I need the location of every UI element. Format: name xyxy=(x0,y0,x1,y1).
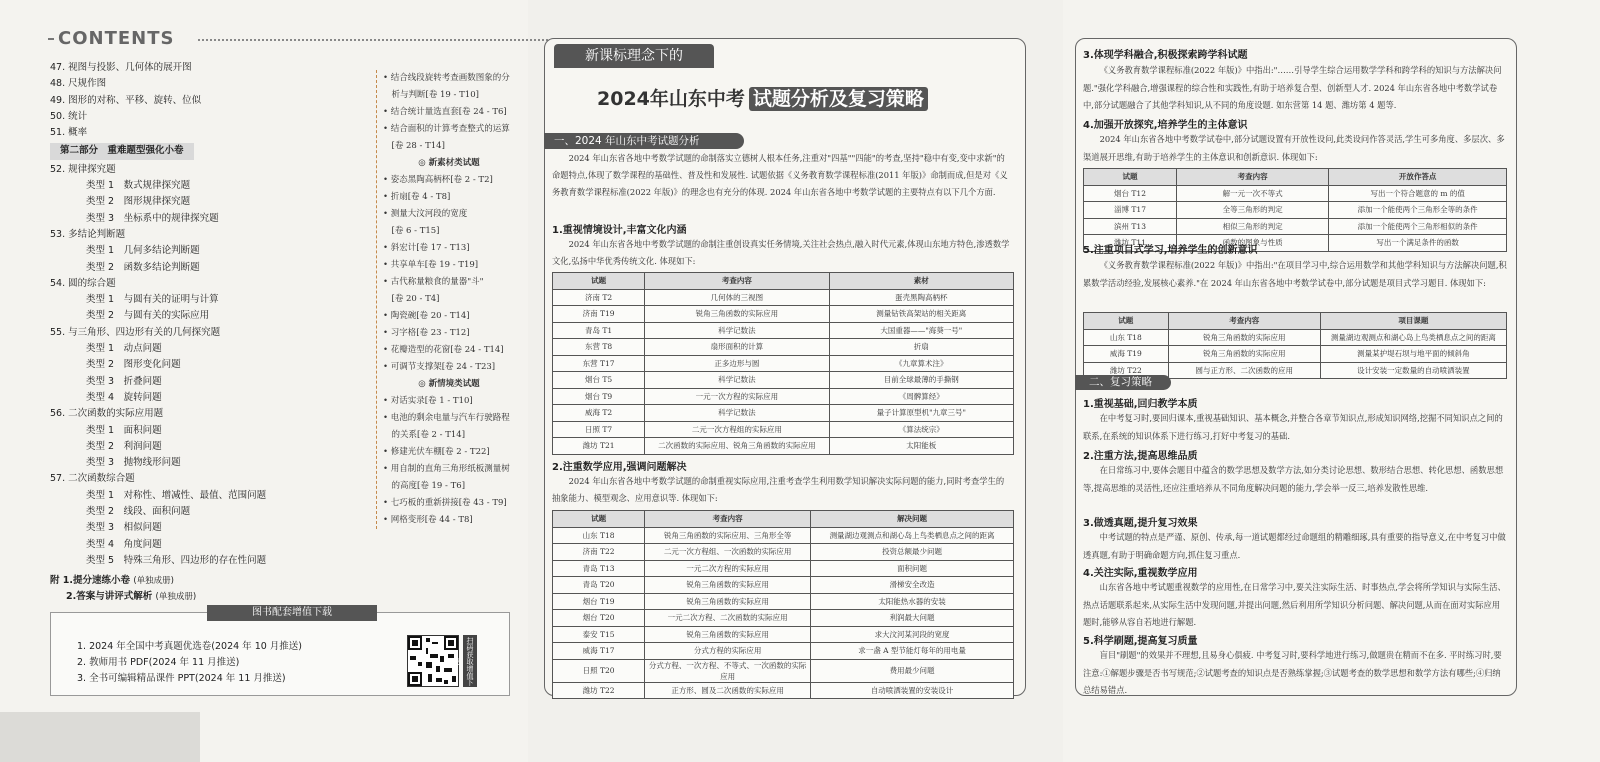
table-cell: 东营 T8 xyxy=(553,339,645,356)
table-cell: 济南 T22 xyxy=(553,544,645,561)
appendix-list xyxy=(50,573,470,606)
table-row xyxy=(1084,329,1507,346)
toc-subitem[interactable]: 类型 1 与圆有关的证明与计算 xyxy=(86,294,219,306)
side-note-item: [卷 20 - T4] xyxy=(383,294,440,304)
table-cell: 东营 T17 xyxy=(553,355,645,372)
review-heading-2: 2.注重方法,提高思维品质 xyxy=(1083,451,1198,462)
table-row xyxy=(553,438,1014,455)
section-band: 一、2024 年山东中考试题分析 xyxy=(544,133,744,149)
contents-title: CONTENTS xyxy=(58,28,175,49)
paragraph-3: 《义务教育数学课程标准(2022 年版)》中指出:"……引导学生综合运用数学学科和跨学科的知识与方法解决问题."强化学科融合,增强课程的综合性和实践性,有助于培养复合型、创新型人才. 2024 年山东省各地中考数学试卷中,部分试题融合了其他学科知识,从不同的角度设题. 如东营第 14 题、潍坊第 4 题等. xyxy=(1083,65,1502,110)
toc-subitem[interactable]: 类型 2 图形变化问题 xyxy=(86,359,181,371)
side-note-item: • 测量大汶河段的宽度 xyxy=(383,209,468,219)
table-row xyxy=(1084,218,1507,235)
table-cell: 分式方程的实际应用 xyxy=(645,643,811,660)
toc-subitem[interactable]: 类型 3 坐标系中的规律探究题 xyxy=(86,212,219,224)
contents-header xyxy=(48,28,528,48)
side-note-item: • 网格变形[卷 44 - T8] xyxy=(383,515,473,525)
table-cell: 烟台 T12 xyxy=(1084,185,1177,202)
table-cell: 青岛 T1 xyxy=(553,322,645,339)
table-cell: 济南 T2 xyxy=(553,289,645,306)
toc-section[interactable]: 55. 与三角形、四边形有关的几何探究题 xyxy=(50,326,221,338)
toc-subitem[interactable]: 类型 1 几何多结论判断题 xyxy=(86,245,200,257)
column-header: 试题 xyxy=(1084,313,1169,330)
review-paragraph-3: 中考试题的特点是严谨、原创、传承,每一道试题都经过命题组的精雕细琢,具有重要的指导意义,在中考复习中做透真题,有助于明确命题方向,抓住复习重点. xyxy=(1083,532,1506,560)
toc-section[interactable]: 54. 圆的综合题 xyxy=(50,277,116,289)
side-note-item: • 陶瓷碗[卷 20 - T14] xyxy=(383,311,470,321)
table-cell: 量子计算原型机"九章三号" xyxy=(829,405,1013,422)
toc-subitem[interactable]: 类型 4 角度问题 xyxy=(86,538,162,550)
table-cell: 济南 T19 xyxy=(553,306,645,323)
table-cell: 锐角三角函数的实际应用 xyxy=(645,593,811,610)
scan-shadow xyxy=(0,712,200,762)
toc-section[interactable]: 53. 多结论判断题 xyxy=(50,228,126,240)
side-note-item: • 斜宏计[卷 17 - T13] xyxy=(383,243,470,253)
table-cell: 潍坊 T21 xyxy=(553,438,645,455)
table-cell: 分式方程、一次方程、不等式、一次函数的实际应用 xyxy=(645,659,811,682)
heading-4: 4.加强开放探究,培养学生的主体意识 xyxy=(1083,120,1248,131)
table-row xyxy=(553,405,1014,422)
table-cell: 烟台 T20 xyxy=(553,610,645,627)
side-note-item: • 花瓣造型的花窗[卷 24 - T14] xyxy=(383,345,504,355)
toc-part-header: 第二部分 重难题型强化小卷 xyxy=(50,143,194,159)
paragraph-4: 2024 年山东省各地中考数学试卷中,部分试题设置有开放性设问,此类设问作答灵活,学生可多角度、多层次、多渠道展开思维,有助于培养学生的主体意识和创新意识. 体现如下: xyxy=(1083,134,1505,162)
table-cell: 利润最大问题 xyxy=(811,610,1014,627)
table-cell: 山东 T18 xyxy=(553,527,645,544)
table-cell: 滑梯安全改造 xyxy=(811,577,1014,594)
heading-1: 1.重视情境设计,丰富文化内涵 xyxy=(552,225,687,236)
table-cell: 扇形面积的计算 xyxy=(645,339,829,356)
toc-section[interactable]: 49. 图形的对称、平移、旋转、位似 xyxy=(50,94,202,106)
table-cell: 潍坊 T11 xyxy=(1084,235,1177,252)
table-cell: 二元一次方程组的实际应用 xyxy=(645,421,829,438)
table-header-row xyxy=(1084,169,1507,186)
table-row xyxy=(553,560,1014,577)
table-cell: 写出一个符合题意的 m 的值 xyxy=(1329,185,1507,202)
table-cell: 全等三角形的判定 xyxy=(1177,202,1329,219)
section-band-2: 二、复习策略 xyxy=(1075,375,1171,390)
toc-subitem[interactable]: 类型 2 图形规律探究题 xyxy=(86,196,191,208)
table-row xyxy=(1084,185,1507,202)
side-note-heading: ◎ 新情境类试题 xyxy=(418,379,480,389)
table-row xyxy=(553,388,1014,405)
table-cell: 正方形、圆及二次函数的实际应用 xyxy=(645,682,811,699)
table-cell: 函数的图象与性质 xyxy=(1177,235,1329,252)
table-row xyxy=(553,610,1014,627)
column-header: 考查内容 xyxy=(1168,313,1320,330)
review-heading-1: 1.重视基础,回归教学本质 xyxy=(1083,399,1198,410)
table-cell: 一元二次方程、二次函数的实际应用 xyxy=(645,610,811,627)
toc-subitem[interactable]: 类型 2 线段、面积问题 xyxy=(86,506,191,518)
toc-subitem[interactable]: 类型 3 相似问题 xyxy=(86,522,162,534)
middle-title: 2024年山东中考 试题分析及复习策略 xyxy=(597,84,928,111)
table-row xyxy=(553,322,1014,339)
column-header: 开放作答点 xyxy=(1329,169,1507,186)
side-note-item: • 结合统计量选直套[卷 24 - T6] xyxy=(383,107,507,117)
table-row xyxy=(1084,202,1507,219)
bonus-download-box xyxy=(50,607,510,696)
side-note-item: • 对话实录[卷 1 - T10] xyxy=(383,396,473,406)
toc-subitem[interactable]: 类型 1 面积问题 xyxy=(86,424,162,436)
table-cell: 添加一个能使两个三角形全等的条件 xyxy=(1329,202,1507,219)
table-row xyxy=(553,306,1014,323)
review-paragraph-1: 在中考复习时,要回归课本,重视基础知识、基本概念,并整合各章节知识点,形成知识网络,挖掘不同知识点之间的联系,在系统的知识体系下进行练习,打好中考复习的基础. xyxy=(1083,413,1503,441)
table-header-row xyxy=(553,273,1014,290)
side-note-item: 的关系[卷 2 - T14] xyxy=(383,430,466,440)
table-row xyxy=(553,355,1014,372)
table-cell: 青岛 T20 xyxy=(553,577,645,594)
side-note-item: 的高度[卷 19 - T6] xyxy=(383,481,466,491)
table-cell: 《九章算术注》 xyxy=(829,355,1013,372)
table-cell: 锐角三角函数的实际应用 xyxy=(645,306,829,323)
table-cell: 面积问题 xyxy=(811,560,1014,577)
table-cell: 《周髀算经》 xyxy=(829,388,1013,405)
side-note-heading: ◎ 新素材类试题 xyxy=(418,158,480,168)
review-paragraph-5: 盲目"刷题"的效果并不理想,且易身心俱疲. 中考复习时,要科学地进行练习,做题贵在精而不在多. 平时练习时,要注意:①解题步骤是否书写规范;②试题考查的知识点是否熟练掌握;③试题考查的数学思想和数学方法有哪些;④归纳总结易错点. xyxy=(1083,650,1502,695)
side-note-item: • 折扇[卷 4 - T8] xyxy=(383,192,451,202)
table-cell: 蛋壳黑陶高柄杯 xyxy=(829,289,1013,306)
toc-section[interactable]: 47. 视图与投影、几何体的展开图 xyxy=(50,62,192,73)
table-cell: 一元二次方程的实际应用 xyxy=(645,560,811,577)
table-cell: 青岛 T13 xyxy=(553,560,645,577)
side-note-item: • 用自制的直角三角形纸板测量树 xyxy=(383,464,510,474)
table-cell: 一元一次方程的实际应用 xyxy=(645,388,829,405)
table-cell: 潍坊 T22 xyxy=(553,682,645,699)
table-row xyxy=(553,527,1014,544)
column-header: 试题 xyxy=(553,511,645,528)
bonus-header: 图书配套增值下载 xyxy=(207,605,377,621)
column-header: 试题 xyxy=(553,273,645,290)
side-notes xyxy=(376,70,515,529)
table-of-contents xyxy=(50,60,370,569)
toc-subitem[interactable]: 类型 1 对称性、增减性、最值、范围问题 xyxy=(86,489,267,501)
table-cell: 写出一个满足条件的函数 xyxy=(1329,235,1507,252)
toc-section[interactable]: 52. 规律探究题 xyxy=(50,163,116,175)
table-row xyxy=(553,289,1014,306)
paragraph-2: 2024 年山东省各地中考数学试题的命制重视实际应用,注重考查学生利用数学知识解决实际问题的能力,同时考查学生的抽象能力、模型观念、应用意识等. 体现如下: xyxy=(552,476,1005,503)
column-header: 考查内容 xyxy=(645,273,829,290)
side-note-item: • 共享单车[卷 19 - T19] xyxy=(383,260,479,270)
table-cell: 威海 T19 xyxy=(1084,346,1169,363)
table-cell: 日照 T7 xyxy=(553,421,645,438)
table-cell: 相似三角形的判定 xyxy=(1177,218,1329,235)
column-header: 素材 xyxy=(829,273,1013,290)
table-cell: 《算法统宗》 xyxy=(829,421,1013,438)
table-cell: 科学记数法 xyxy=(645,372,829,389)
table-cell: 烟台 T5 xyxy=(553,372,645,389)
table-cell: 锐角三角函数的实际应用 xyxy=(1168,346,1320,363)
table-cell: 烟台 T19 xyxy=(553,593,645,610)
table-row xyxy=(553,643,1014,660)
side-note-item: • 习字格[卷 23 - T12] xyxy=(383,328,470,338)
toc-section[interactable]: 57. 二次函数综合题 xyxy=(50,473,135,485)
toc-subitem[interactable]: 类型 1 数式规律探究题 xyxy=(86,180,191,192)
table-cell: 求大汶河某河段的宽度 xyxy=(811,626,1014,643)
side-note-item: • 古代称量粮食的量器"斗" xyxy=(383,277,484,287)
table-cell: 滨州 T13 xyxy=(1084,218,1177,235)
table-cell: 圆与正方形、二次函数的应用 xyxy=(1168,362,1320,379)
toc-subitem[interactable]: 类型 2 函数多结论判断题 xyxy=(86,261,200,273)
table-cell: 威海 T2 xyxy=(553,405,645,422)
toc-section[interactable]: 56. 二次函数的实际应用题 xyxy=(50,408,164,420)
table-cell: 二元一次方程组、一次函数的实际应用 xyxy=(645,544,811,561)
table-cell: 费用最少问题 xyxy=(811,659,1014,682)
table-cell: 太阳能热水器的安装 xyxy=(811,593,1014,610)
table-row xyxy=(553,659,1014,682)
table-cell: 求一盏 A 型节能灯每年的用电量 xyxy=(811,643,1014,660)
review-heading-5: 5.科学刷题,提高复习质量 xyxy=(1083,636,1198,647)
column-header: 解决问题 xyxy=(811,511,1014,528)
table-row xyxy=(553,626,1014,643)
table-cell: 正多边形与圆 xyxy=(645,355,829,372)
table-cell: 自动喷洒装置的安装设计 xyxy=(811,682,1014,699)
table-row xyxy=(553,577,1014,594)
side-note-item: • 可调节支撑架[卷 24 - T23] xyxy=(383,362,496,372)
side-note-item: 析与判断[卷 19 - T10] xyxy=(383,90,479,100)
table-header-row xyxy=(553,511,1014,528)
table-row xyxy=(553,372,1014,389)
table-cell: 解一元一次不等式 xyxy=(1177,185,1329,202)
column-header: 试题 xyxy=(1084,169,1177,186)
table-cell: 锐角三角函数的实际应用 xyxy=(645,626,811,643)
table-row xyxy=(1084,346,1507,363)
table-cell: 太阳能板 xyxy=(829,438,1013,455)
table-cell: 测量湖边观测点和湖心岛上鸟类栖息点之间的距离 xyxy=(1320,329,1506,346)
toc-subitem[interactable]: 类型 3 折叠问题 xyxy=(86,375,162,387)
paragraph-5: 《义务教育数学课程标准(2022 年版)》中指出:"在项目学习中,综合运用数学和其他学科知识与方法解决问题,积累数学活动经验,发展核心素养."在 2024 年山东省各地中考数学试卷中,部分试题是项目式学习题目. 体现如下: xyxy=(1083,260,1507,288)
side-note-item: [卷 6 - T15] xyxy=(383,226,440,236)
review-heading-4: 4.关注实际,重视数学应用 xyxy=(1083,568,1198,579)
table-cell: 淄博 T17 xyxy=(1084,202,1177,219)
table-cell: 设计安装一定数量的自动喷洒装置 xyxy=(1320,362,1506,379)
table-open xyxy=(1083,168,1507,252)
table-cell: 测量湖边观测点和湖心岛上鸟类栖息点之间的距离 xyxy=(811,527,1014,544)
toc-subitem[interactable]: 类型 5 特殊三角形、四边形的存在性问题 xyxy=(86,554,267,566)
table-cell: 锐角三角函数的实际应用 xyxy=(1168,329,1320,346)
bonus-items xyxy=(77,639,302,687)
column-header: 项目课题 xyxy=(1320,313,1506,330)
toc-subitem[interactable]: 类型 3 抛物线形问题 xyxy=(86,457,181,469)
side-note-item: [卷 28 - T14] xyxy=(383,141,445,151)
column-header: 考查内容 xyxy=(645,511,811,528)
bonus-item[interactable]: 3. 全书可编辑精品课件 PPT(2024 年 11 月推送) xyxy=(77,673,286,684)
table-row xyxy=(553,544,1014,561)
table-cell: 威海 T17 xyxy=(553,643,645,660)
appendix-item[interactable]: 2.答案与讲评式解析 (单独成册) xyxy=(66,591,197,603)
middle-tab: 新课标理念下的 xyxy=(554,44,714,68)
heading-3: 3.体现学科融合,积极探索跨学科试题 xyxy=(1083,50,1248,61)
table-cell: 科学记数法 xyxy=(645,405,829,422)
table-cell: 二次函数的实际应用、锐角三角函数的实际应用 xyxy=(645,438,829,455)
column-header: 考查内容 xyxy=(1177,169,1329,186)
toc-subitem[interactable]: 类型 2 与圆有关的实际应用 xyxy=(86,310,210,322)
review-paragraph-2: 在日常练习中,要体会题目中蕴含的数学思想及数学方法,如分类讨论思想、数形结合思想、转化思想、函数思想等,提高思维的灵活性,还应注重培养从不同角度解决问题的能力,学会举一反三,培养发散性思维. xyxy=(1083,465,1504,493)
table-cell: 锐角三角函数的实际应用 xyxy=(645,577,811,594)
table-cell: 目前全球最薄的手撕钢 xyxy=(829,372,1013,389)
heading-2: 2.注重数学应用,强调问题解决 xyxy=(552,462,687,473)
toc-section[interactable]: 51. 概率 xyxy=(50,127,88,139)
review-heading-3: 3.做透真题,提升复习效果 xyxy=(1083,518,1198,529)
toc-subitem[interactable]: 类型 4 旋转问题 xyxy=(86,391,162,403)
qr-note: 扫码获取增值下载 xyxy=(463,635,477,687)
side-note-item: • 修建光伏车棚[卷 2 - T22] xyxy=(383,447,490,457)
table-cell: 日照 T20 xyxy=(553,659,645,682)
side-note-item: • 电池的剩余电量与汽车行驶路程 xyxy=(383,413,510,423)
table-cell: 折扇 xyxy=(829,339,1013,356)
table-cell: 几何体的三视图 xyxy=(645,289,829,306)
table-cell: 大国重器——"海葵一号" xyxy=(829,322,1013,339)
table-cell: 锐角三角函数的实际应用、三角形全等 xyxy=(645,527,811,544)
table-cell: 投资总额最少问题 xyxy=(811,544,1014,561)
appendix-item[interactable]: 附 1.提分速练小卷 (单独成册) xyxy=(50,575,174,586)
table-row xyxy=(553,682,1014,699)
table-cell: 添加一个能使两个三角形相似的条件 xyxy=(1329,218,1507,235)
table-project xyxy=(1083,312,1507,379)
table-row xyxy=(553,339,1014,356)
side-note-item: • 七巧板的重新拼接[卷 43 - T9] xyxy=(383,498,507,508)
table-cell: 山东 T18 xyxy=(1084,329,1169,346)
table-cell: 测量某护堤石坝与地平面的倾斜角 xyxy=(1320,346,1506,363)
side-note-item: • 结合面积的计算考查整式的运算 xyxy=(383,124,510,134)
table-application xyxy=(552,510,1014,699)
bonus-item[interactable]: 1. 2024 年全国中考真题优选卷(2024 年 10 月推送) xyxy=(77,641,303,652)
toc-section[interactable]: 50. 统计 xyxy=(50,110,88,122)
paragraph-1: 2024 年山东省各地中考数学试题的命制注重创设真实任务情境,关注社会热点,融入时代元素,体现山东地方特色,渗透数学文化,弘扬中华优秀传统文化. 体现如下: xyxy=(552,239,1010,266)
table-culture xyxy=(552,272,1014,455)
side-note-item: • 姿态黑陶高柄杯[卷 2 - T2] xyxy=(383,175,493,185)
table-cell: 泰安 T15 xyxy=(553,626,645,643)
review-paragraph-4: 山东省各地中考试题重视数学的应用性,在日常学习中,要关注实际生活、时事热点,学会将所学知识与实际生活、热点话题联系起来,从实际生活中发现问题,并提出问题,然后利用所学知识分析问题、解决问题,从而在面对实际应用题时,能够从容自若地进行解题. xyxy=(1083,582,1506,627)
table-cell: 科学记数法 xyxy=(645,322,829,339)
bonus-item[interactable]: 2. 教师用书 PDF(2024 年 11 月推送) xyxy=(77,657,240,668)
intro-paragraph: 2024 年山东省各地中考数学试题的命制落实立德树人根本任务,注重对"四基""四能"的考查,坚持"稳中有变,变中求新"的命题特点,体现了数学课程的基础性、普及性和发展性. 试题依据《义务教育数学课程标准(2011 年版)》命制而成,但是对《义务教育数学课程标准(2022 年版)》的理念也有充分的体现. 2024 年山东省各地中考数学试题的主要特点有以下几个方面. xyxy=(552,153,1008,197)
heading-5: 5.注重项目式学习,培养学生的创新意识 xyxy=(1083,245,1258,256)
toc-section[interactable]: 48. 尺规作图 xyxy=(50,78,107,90)
table-cell: 烟台 T9 xyxy=(553,388,645,405)
toc-subitem[interactable]: 类型 2 利润问题 xyxy=(86,440,162,452)
table-row xyxy=(553,593,1014,610)
toc-subitem[interactable]: 类型 1 动点问题 xyxy=(86,343,162,355)
table-header-row xyxy=(1084,313,1507,330)
side-note-item: • 结合线段旋转考查画数图象的分 xyxy=(383,73,510,83)
table-cell: 测量钻铁高架站的相关距离 xyxy=(829,306,1013,323)
table-cell: 潍坊 T22 xyxy=(1084,362,1169,379)
table-row xyxy=(553,421,1014,438)
